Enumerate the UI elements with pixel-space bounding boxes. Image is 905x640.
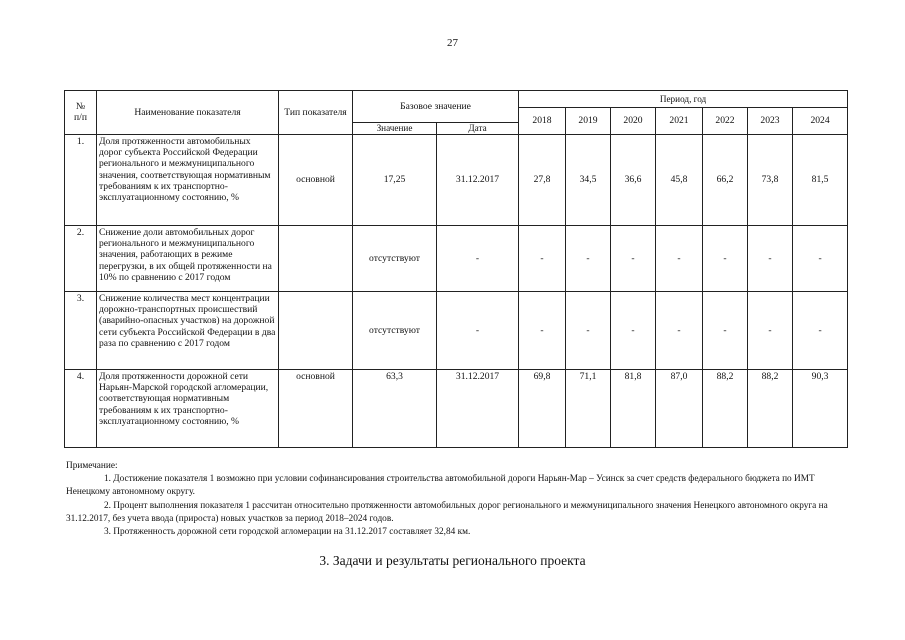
row-year-value: - [748, 225, 793, 291]
header-year: 2018 [519, 108, 566, 135]
table-row [65, 225, 848, 291]
header-year: 2020 [611, 108, 656, 135]
row-year-value: 73,8 [748, 134, 793, 225]
row-base-value: отсутствуют [353, 291, 437, 369]
row-num: 3. [65, 291, 97, 369]
row-year-value: - [793, 225, 848, 291]
row-num: 1. [65, 134, 97, 225]
row-name: Снижение количества мест концентрации дорожно-транспортных происшествий (аварийно-опасных участков) на дорожной сети субъекта Российской Федерации в два раза по сравнению с 2017 годом [97, 291, 279, 369]
row-year-value: 90,3 [793, 369, 848, 447]
row-year-value: - [703, 225, 748, 291]
row-year-value: 36,6 [611, 134, 656, 225]
row-name: Доля протяженности автомобильных дорог субъекта Российской Федерации регионального и межмуниципального значения, соответствующая нормативным требованиям к их транспортно-эксплуатационному состоянию, % [97, 134, 279, 225]
header-num: № п/п [65, 91, 97, 135]
notes-title: Примечание: [66, 461, 118, 471]
header-year: 2022 [703, 108, 748, 135]
header-year: 2021 [656, 108, 703, 135]
row-year-value: 71,1 [566, 369, 611, 447]
row-year-value: - [566, 225, 611, 291]
row-year-value: 34,5 [566, 134, 611, 225]
row-base-date: - [437, 291, 519, 369]
row-base-date: 31.12.2017 [437, 134, 519, 225]
header-period: Период, год [519, 91, 848, 108]
row-base-date: - [437, 225, 519, 291]
row-year-value: - [703, 291, 748, 369]
row-year-value: 66,2 [703, 134, 748, 225]
row-year-value: - [793, 291, 848, 369]
note-item: 2. Процент выполнения показателя 1 рассчитан относительно протяженности автомобильных дорог регионального и межмуниципального значения Ненецкого автономного округа на 31.12.2017, без учета ввода (прироста) новых участков за период 2018–2024 годов. [66, 500, 828, 524]
row-num: 4. [65, 369, 97, 447]
row-type: основной [279, 369, 353, 447]
row-base-date: 31.12.2017 [437, 369, 519, 447]
notes-block [66, 460, 846, 539]
row-type [279, 291, 353, 369]
header-type: Тип показателя [279, 91, 353, 135]
table-row [65, 369, 848, 447]
row-year-value: 88,2 [748, 369, 793, 447]
header-base-date: Дата [437, 123, 519, 135]
row-type: основной [279, 134, 353, 225]
row-year-value: - [519, 291, 566, 369]
header-name: Наименование показателя [97, 91, 279, 135]
section-heading: 3. Задачи и результаты регионального проекта [319, 553, 586, 568]
row-name: Снижение доли автомобильных дорог регионального и межмуниципального значения, работающих в режиме перегрузки, в их общей протяженности на 10% по сравнению с 2017 годом [97, 225, 279, 291]
page-number: 27 [447, 37, 458, 49]
row-name: Доля протяженности дорожной сети Нарьян-Марской городской агломерации, соответствующая нормативным требованиям к их транспортно-эксплуатационному состоянию, % [97, 369, 279, 447]
row-year-value: - [566, 291, 611, 369]
indicators-table [64, 90, 848, 448]
row-base-value: 63,3 [353, 369, 437, 447]
row-year-value: - [656, 225, 703, 291]
row-year-value: - [611, 225, 656, 291]
table-row [65, 291, 848, 369]
row-year-value: - [748, 291, 793, 369]
row-year-value: - [611, 291, 656, 369]
row-base-value: 17,25 [353, 134, 437, 225]
header-base-value: Значение [353, 123, 437, 135]
header-year: 2024 [793, 108, 848, 135]
table-row [65, 134, 848, 225]
row-year-value: - [519, 225, 566, 291]
note-item: 3. Протяженность дорожной сети городской агломерации на 31.12.2017 составляет 32,84 км. [104, 526, 471, 537]
row-year-value: 27,8 [519, 134, 566, 225]
header-base: Базовое значение [353, 91, 519, 123]
row-year-value: 87,0 [656, 369, 703, 447]
header-year: 2019 [566, 108, 611, 135]
row-year-value: 81,8 [611, 369, 656, 447]
row-year-value: 88,2 [703, 369, 748, 447]
note-item: 1. Достижение показателя 1 возможно при условии софинансирования строительства автомобильной дороги Нарьян-Мар – Усинск за счет средств федерального бюджета по ИМТ Ненецкому автономному округу. [66, 474, 815, 498]
row-year-value: 45,8 [656, 134, 703, 225]
row-base-value: отсутствуют [353, 225, 437, 291]
row-year-value: - [656, 291, 703, 369]
row-num: 2. [65, 225, 97, 291]
row-type [279, 225, 353, 291]
row-year-value: 81,5 [793, 134, 848, 225]
header-year: 2023 [748, 108, 793, 135]
row-year-value: 69,8 [519, 369, 566, 447]
